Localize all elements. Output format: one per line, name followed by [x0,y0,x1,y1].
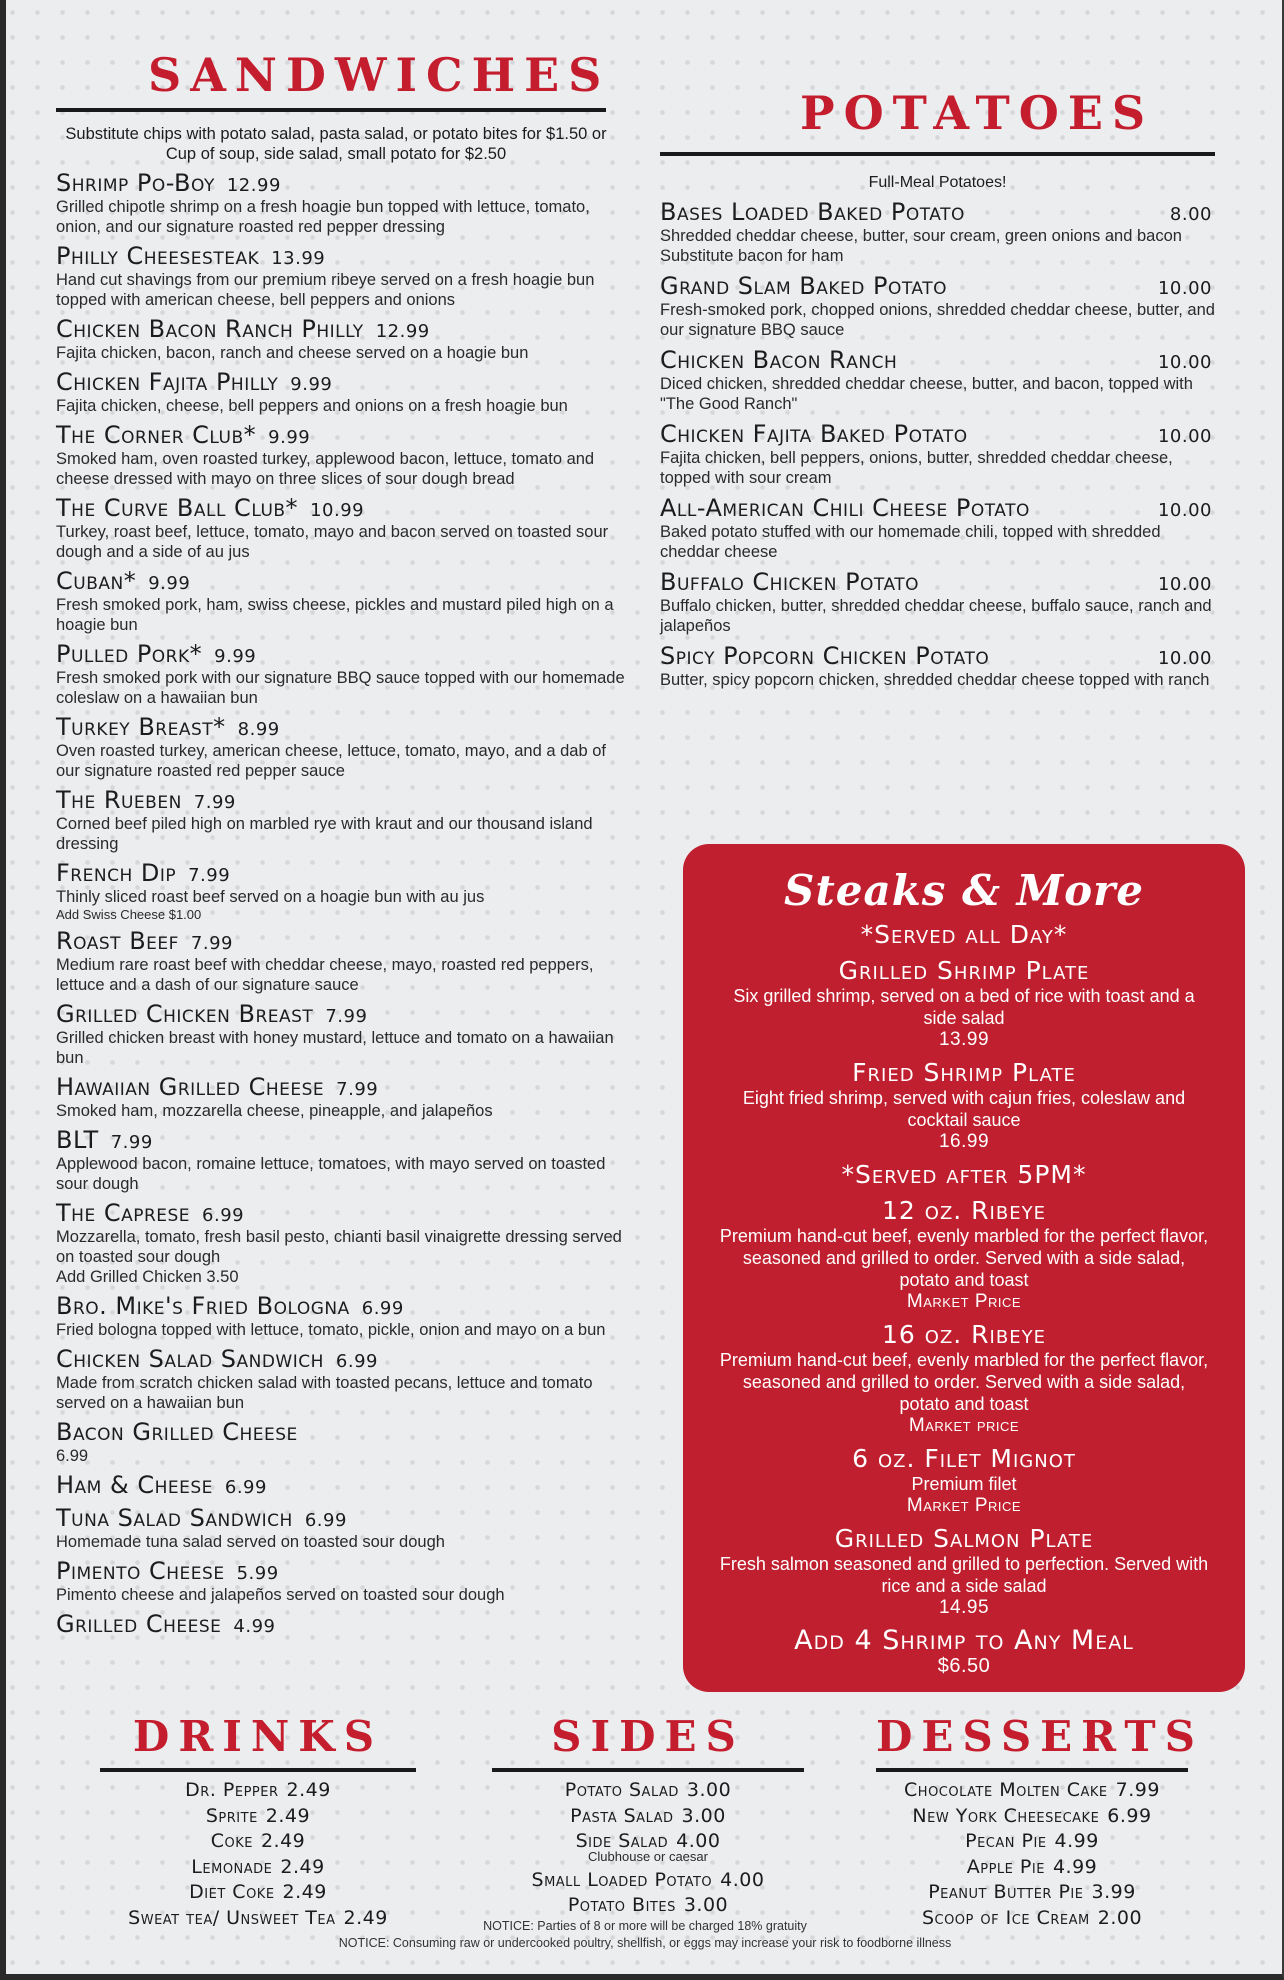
sandwich-description: Grilled chipotle shrimp on a fresh hoagie bun topped with lettuce, tomato, onion, and our signature roasted red pepper dressing [56,198,590,236]
sandwich-price: 7.99 [190,933,233,954]
potato-price: 10.00 [1157,648,1212,669]
sandwich-description: Thinly sliced roast beef served on a hoagie bun with au jus [56,888,485,906]
sandwich-header [56,494,626,522]
side-item [492,1804,804,1830]
dessert-name: Pecan Pie [965,1830,1047,1852]
steak-name: 12 oz. Ribeye [882,1196,1046,1225]
addon-name: Add 4 Shrimp to Any Meal [794,1625,1134,1656]
sandwich-item [56,242,626,310]
potato-item [660,346,1220,414]
sandwich-name: The Corner Club* [56,421,257,449]
sandwich-header [56,1000,626,1028]
dessert-price: 4.99 [1054,1830,1099,1852]
sandwich-note: Add Grilled Chicken 3.50 [56,1268,239,1286]
potato-description: Fajita chicken, bell peppers, onions, butter, shredded cheddar cheese, topped with sour cream [660,449,1173,487]
sandwich-price: 6.99 [304,1510,347,1531]
side-name: Potato Salad [564,1779,679,1801]
steak-item [683,1197,1245,1313]
sandwich-description: Mozzarella, tomato, fresh basil pesto, chianti basil vinaigrette dressing served on toasted sour dough [56,1228,622,1266]
sandwich-item [56,927,626,995]
sandwiches-list [56,169,626,1638]
side-price: 3.00 [683,1894,729,1916]
sandwich-name: Tuna Salad Sandwich [56,1504,293,1532]
desserts-list [876,1778,1188,1931]
sandwiches-subtitle: Substitute chips with potato salad, pasta salad, or potato bites for $1.50 or Cup of soup, side salad, small potato for $2.50 [65,125,607,163]
sandwich-item [56,1073,626,1121]
sandwich-description: Corned beef piled high on marbled rye with kraut and our thousand island dressing [56,815,593,853]
sandwich-price: 4.99 [233,1616,276,1637]
notice-gratuity: NOTICE: Parties of 8 or more will be charged 18% gratuity [483,1919,807,1933]
steak-item [683,1059,1245,1153]
sides-title: SIDES [551,1712,745,1761]
sandwich-item [56,1418,626,1466]
drink-item [100,1880,416,1906]
sandwich-price: 9.99 [214,646,257,667]
potato-item [660,642,1220,690]
served-after-5pm-label: *Served after 5PM* [841,1160,1087,1189]
potato-description: Diced chicken, shredded cheddar cheese, butter, and bacon, topped with "The Good Ranch" [660,375,1193,413]
addon-item [683,1627,1245,1677]
potato-header [660,272,1220,300]
sandwich-header [56,1345,626,1373]
sandwich-header [56,859,626,887]
drink-price: 2.49 [286,1779,331,1801]
potato-price: 10.00 [1157,352,1212,373]
sandwich-description: Grilled chicken breast with honey mustard, lettuce and tomato on a hawaiian bun [56,1029,614,1067]
steak-price: Market price [908,1415,1020,1436]
after-5pm-list [683,1197,1245,1619]
sandwich-description: 6.99 [56,1447,89,1465]
drink-name: Sweat tea/ Unsweet Tea [128,1906,336,1929]
sandwich-name: BLT [56,1126,99,1154]
steak-item [683,1321,1245,1437]
side-item [492,1868,804,1894]
potato-item [660,198,1220,266]
sandwich-price: 12.99 [375,321,430,342]
sandwich-item [56,1000,626,1068]
potato-header [660,198,1220,226]
side-name: Pasta Salad [570,1804,674,1827]
potato-description: Fresh-smoked pork, chopped onions, shredded cheddar cheese, butter, and our signature BBQ sauce [660,301,1215,339]
potato-name: Buffalo Chicken Potato [660,568,920,596]
potato-price: 10.00 [1157,426,1212,447]
side-note: Clubhouse or caesar [588,1848,708,1864]
side-price: 3.00 [686,1779,732,1801]
sandwich-price: 7.99 [188,865,231,886]
desserts-title: DESSERTS [876,1712,1204,1761]
sandwich-description: Fried bologna topped with lettuce, tomato, pickle, onion and mayo on a bun [56,1321,606,1339]
steak-description: Eight fried shrimp, served with cajun fries, coleslaw and cocktail sauce [742,1088,1186,1130]
sandwich-header [56,421,626,449]
steak-description: Six grilled shrimp, served on a bed of rice with toast and a side salad [733,986,1195,1028]
side-name: Potato Bites [567,1894,676,1916]
sandwich-name: Grilled Cheese [56,1610,222,1638]
sandwich-header [56,1073,626,1101]
steak-price: 14.95 [938,1597,990,1618]
potato-note: Substitute bacon for ham [660,247,844,265]
dessert-name: Peanut Butter Pie [928,1881,1084,1903]
side-item [492,1893,804,1919]
sandwich-item [56,1471,626,1499]
potato-name: Chicken Fajita Baked Potato [660,420,968,448]
drink-name: Coke [210,1830,253,1852]
sandwich-description: Fajita chicken, cheese, bell peppers and onions on a fresh hoagie bun [56,397,568,415]
steak-price: Market Price [906,1495,1022,1516]
sides-divider [492,1768,804,1772]
sandwich-description: Fajita chicken, bacon, ranch and cheese served on a hoagie bun [56,344,529,362]
drink-name: Sprite [205,1804,258,1827]
sandwich-name: Bacon Grilled Cheese [56,1418,298,1446]
sandwich-price: 6.99 [335,1351,378,1372]
potato-item [660,420,1220,488]
sandwich-name: Chicken Salad Sandwich [56,1345,324,1373]
potato-header [660,346,1220,374]
sandwich-header [56,315,626,343]
steaks-panel [683,844,1245,1692]
potatoes-section [660,86,1220,690]
dessert-item [876,1829,1188,1855]
side-price: 4.00 [720,1868,765,1891]
steak-name: 16 oz. Ribeye [882,1320,1046,1349]
desserts-section [876,1712,1204,1931]
sandwich-price: 9.99 [290,374,333,395]
all-day-list [683,957,1245,1153]
side-price: 4.00 [676,1830,721,1852]
drink-name: Lemonade [191,1855,273,1878]
sandwich-item [56,1292,626,1340]
dessert-name: Chocolate Molten Cake [904,1779,1108,1801]
sandwich-header [56,1471,626,1499]
sandwich-name: French Dip [56,859,177,887]
dessert-item [876,1880,1188,1906]
potato-name: All-American Chili Cheese Potato [660,494,1030,522]
sandwich-header [56,640,626,668]
sandwich-description: Medium rare roast beef with cheddar cheese, mayo, roasted red peppers, lettuce and a dash of our signature sauce [56,956,594,994]
steak-name: Fried Shrimp Plate [852,1058,1076,1087]
potato-header [660,568,1220,596]
drink-price: 2.49 [265,1804,311,1827]
desserts-divider [876,1768,1188,1772]
steak-description: Premium hand-cut beef, evenly marbled for the perfect flavor, seasoned and grilled to order. Served with a side salad, potato and toast [719,1226,1209,1290]
drink-item [100,1778,416,1804]
steak-price: 16.99 [938,1131,990,1152]
sandwich-price: 7.99 [336,1079,379,1100]
steak-item [683,1525,1245,1619]
sandwich-item [56,1345,626,1413]
dessert-price: 7.99 [1115,1779,1160,1801]
potato-name: Chicken Bacon Ranch [660,346,898,374]
drinks-list [100,1778,416,1931]
sandwich-description: Made from scratch chicken salad with toasted pecans, lettuce and tomato served on a hawaiian bun [56,1374,593,1412]
sandwich-description: Applewood bacon, romaine lettuce, tomatoes, with mayo served on toasted sour dough [56,1155,606,1193]
sandwich-header [56,169,626,197]
sandwich-header [56,713,626,741]
potato-header [660,494,1220,522]
sandwich-price: 10.99 [310,500,365,521]
notice-foodborne: NOTICE: Consuming raw or undercooked poultry, shellfish, or eggs may increase your risk to foodborne illness [338,1936,952,1950]
dessert-price: 2.00 [1097,1906,1143,1929]
sandwich-header [56,1504,626,1532]
potatoes-list [660,198,1220,690]
sandwich-item [56,315,626,363]
sandwich-item [56,421,626,489]
potato-name: Spicy Popcorn Chicken Potato [660,642,990,670]
sandwich-item [56,169,626,237]
sandwich-name: Pimento Cheese [56,1557,225,1585]
sandwich-name: Grilled Chicken Breast [56,1000,314,1028]
dessert-price: 4.99 [1052,1855,1098,1878]
steaks-title: Steaks & More [784,866,1144,915]
potato-price: 10.00 [1157,500,1212,521]
dessert-item [876,1804,1188,1830]
sandwich-description: Fresh smoked pork with our signature BBQ sauce topped with our homemade coleslaw on a hawaiian bun [56,669,625,707]
sandwich-description: Turkey, roast beef, lettuce, tomato, mayo and bacon served on toasted sour dough and a side of au jus [56,523,609,561]
sandwich-header [56,1126,626,1154]
sandwich-name: Cuban* [56,567,137,595]
drinks-divider [100,1768,416,1772]
potato-header [660,420,1220,448]
sandwich-price: 6.99 [202,1205,245,1226]
potatoes-title: POTATOES [800,86,1155,140]
sandwich-header [56,927,626,955]
potato-header [660,642,1220,670]
notices [300,1918,990,1952]
drink-item [100,1855,416,1881]
steak-name: Grilled Salmon Plate [834,1524,1094,1553]
sandwich-item [56,1504,626,1552]
steak-name: 6 oz. Filet Mignot [852,1444,1076,1473]
dessert-item [876,1855,1188,1881]
steak-description: Premium filet [911,1474,1017,1494]
sandwich-price: 7.99 [193,792,236,813]
sandwich-name: The Caprese [56,1199,191,1227]
addon-price: $6.50 [937,1655,991,1677]
served-all-day-label: *Served all Day* [860,920,1068,949]
side-name: Small Loaded Potato [531,1868,713,1891]
sandwich-price: 9.99 [148,573,191,594]
potato-name: Bases Loaded Baked Potato [660,198,965,226]
drink-name: Diet Coke [189,1881,275,1903]
potato-price: 10.00 [1157,278,1212,299]
sandwich-price: 6.99 [361,1298,404,1319]
drink-price: 2.49 [260,1830,306,1852]
potato-item [660,494,1220,562]
potatoes-subtitle: Full-Meal Potatoes! [868,174,1007,191]
potato-description: Baked potato stuffed with our homemade chili, topped with shredded cheddar cheese [660,523,1161,561]
sandwich-item [56,494,626,562]
sandwich-price: 8.99 [237,719,280,740]
sandwich-description: Oven roasted turkey, american cheese, lettuce, tomato, mayo, and a dab of our signature roasted red pepper sauce [56,742,606,780]
sandwiches-divider [56,108,606,112]
sandwich-price: 6.99 [224,1477,267,1498]
sandwich-header [56,786,626,814]
side-item [492,1778,804,1804]
sandwich-name: The Curve Ball Club* [56,494,299,522]
sandwich-name: Ham & Cheese [56,1471,213,1499]
steak-item [683,1445,1245,1517]
sides-section [492,1712,804,1919]
sandwich-item [56,1126,626,1194]
sandwich-item [56,1557,626,1605]
sandwich-name: The Rueben [56,786,182,814]
dessert-item [876,1778,1188,1804]
sandwich-header [56,1557,626,1585]
potato-description: Butter, spicy popcorn chicken, shredded cheddar cheese topped with ranch [660,671,1210,689]
sandwiches-section [56,48,626,1638]
drink-name: Dr. Pepper [185,1779,279,1801]
sandwich-item [56,859,626,922]
steak-name: Grilled Shrimp Plate [838,956,1090,985]
sandwich-price: 7.99 [110,1132,153,1153]
potato-description: Shredded cheddar cheese, butter, sour cream, green onions and bacon [660,227,1182,245]
sandwich-price: 5.99 [236,1563,279,1584]
sandwich-item [56,1610,626,1638]
sandwich-price: 12.99 [226,175,281,196]
drink-price: 2.49 [343,1906,388,1929]
sandwich-name: Pulled Pork* [56,640,203,668]
sandwich-name: Chicken Fajita Philly [56,368,279,396]
potato-price: 8.00 [1169,204,1212,225]
sandwich-item [56,713,626,781]
sandwich-item [56,1199,626,1287]
sandwich-header [56,242,626,270]
sandwich-name: Chicken Bacon Ranch Philly [56,315,364,343]
sandwich-price: 7.99 [325,1006,368,1027]
sandwich-header [56,567,626,595]
drink-price: 2.49 [280,1855,325,1878]
drink-price: 2.49 [282,1881,327,1903]
potato-price: 10.00 [1157,574,1212,595]
sandwich-item [56,786,626,854]
sandwich-name: Shrimp Po-Boy [56,169,215,197]
sandwich-header [56,1292,626,1320]
sandwich-name: Roast Beef [56,927,179,955]
side-price: 3.00 [681,1804,726,1827]
steak-price: 13.99 [938,1029,990,1050]
potato-description: Buffalo chicken, butter, shredded cheddar cheese, buffalo sauce, ranch and jalapeños [660,597,1212,635]
dessert-price: 6.99 [1107,1804,1152,1827]
drink-item [100,1804,416,1830]
sandwich-description: Fresh smoked pork, ham, swiss cheese, pickles and mustard piled high on a hoagie bun [56,596,614,634]
sandwich-description: Pimento cheese and jalapeños served on toasted sour dough [56,1586,505,1604]
sandwich-name: Philly Cheesesteak [56,242,260,270]
sandwich-price: 9.99 [268,427,311,448]
sandwich-description: Homemade tuna salad served on toasted sour dough [56,1533,445,1551]
sandwich-name: Hawaiian Grilled Cheese [56,1073,325,1101]
steak-item [683,957,1245,1051]
sandwich-name: Turkey Breast* [56,713,226,741]
sandwich-description: Hand cut shavings from our premium ribeye served on a fresh hoagie bun topped with american cheese, bell peppers and onions [56,271,595,309]
potatoes-divider [660,152,1215,156]
sandwich-header [56,1199,626,1227]
drink-item [100,1829,416,1855]
dessert-name: New York Cheesecake [912,1804,1100,1827]
steak-description: Premium hand-cut beef, evenly marbled for the perfect flavor, seasoned and grilled to order. Served with a side salad, potato and toast [719,1350,1209,1414]
dessert-name: Apple Pie [966,1855,1045,1878]
sandwich-item [56,368,626,416]
sandwich-header [56,1418,626,1446]
sides-list [492,1778,804,1919]
potato-name: Grand Slam Baked Potato [660,272,948,300]
dessert-name: Scoop of Ice Cream [921,1906,1090,1929]
sandwich-price: 13.99 [271,248,326,269]
drinks-title: DRINKS [132,1712,384,1761]
dessert-price: 3.99 [1091,1881,1136,1903]
sandwich-description: Smoked ham, oven roasted turkey, applewood bacon, lettuce, tomato and cheese dressed with mayo on three slices of sour dough bread [56,450,595,488]
drinks-section [100,1712,416,1931]
sandwich-header [56,368,626,396]
sandwich-header [56,1610,626,1638]
potato-item [660,568,1220,636]
sandwiches-title: SANDWICHES [148,48,611,102]
steak-price: Market Price [906,1291,1022,1312]
sandwich-item [56,640,626,708]
potato-item [660,272,1220,340]
sandwich-note: Add Swiss Cheese $1.00 [56,907,202,922]
sandwich-description: Smoked ham, mozzarella cheese, pineapple, and jalapeños [56,1102,493,1120]
sandwich-name: Bro. Mike's Fried Bologna [56,1292,350,1320]
steak-description: Fresh salmon seasoned and grilled to perfection. Served with rice and a side salad [719,1554,1209,1596]
sandwich-item [56,567,626,635]
side-name: Side Salad [575,1830,669,1852]
